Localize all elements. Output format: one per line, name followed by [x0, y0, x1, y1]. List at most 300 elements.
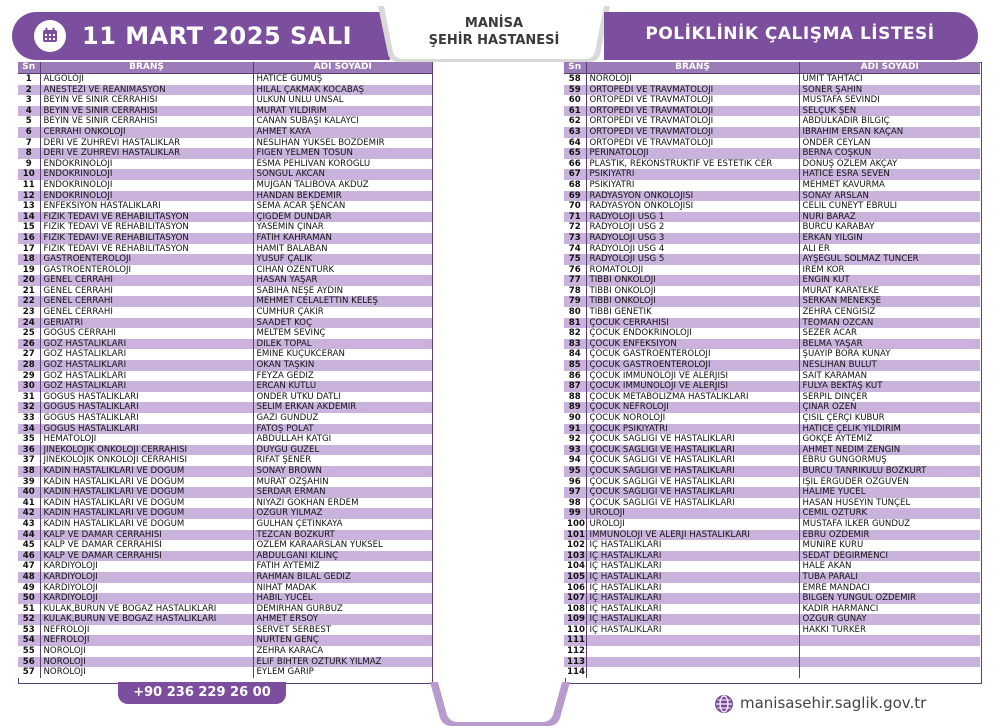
row-number: 18 — [18, 254, 40, 265]
table-row — [18, 593, 432, 604]
doctor-name-cell: EMİNE KÜÇÜKCERAN — [253, 349, 432, 360]
doctor-name-cell: FATİH AYTEMİZ — [253, 561, 432, 572]
table-row — [18, 646, 432, 657]
doctor-name-cell — [799, 667, 980, 678]
doctor-name-cell: HASAN HÜSEYİN TUNÇEL — [799, 498, 980, 509]
table-row — [18, 572, 432, 583]
doctor-name-cell: ESMA PEHLİVAN KÖROĞLU — [253, 159, 432, 170]
branch-cell: GÖZ HASTALIKLARI — [40, 381, 253, 392]
table-row — [564, 349, 980, 360]
row-number: 101 — [564, 530, 586, 541]
row-number: 87 — [564, 381, 586, 392]
doctor-name-cell: ÖZLEM KARAARSLAN YÜKSEL — [253, 540, 432, 551]
branch-cell: İMMÜNOLOJİ VE ALERJİ HASTALIKLARI — [586, 530, 799, 541]
branch-cell: ALGOLOJİ — [40, 74, 253, 85]
branch-cell: ÇOCUK METABOLİZMA HASTALIKLARI — [586, 392, 799, 403]
branch-cell: ENDOKRİNOLOJİ — [40, 191, 253, 202]
table-row — [18, 477, 432, 488]
row-number: 28 — [18, 360, 40, 371]
table-row — [564, 371, 980, 382]
row-number: 97 — [564, 487, 586, 498]
branch-cell: ORTOPEDİ VE TRAVMATOLOJİ — [586, 116, 799, 127]
row-number: 79 — [564, 296, 586, 307]
row-number: 61 — [564, 106, 586, 117]
row-number: 27 — [18, 349, 40, 360]
table-row — [564, 572, 980, 583]
table-row — [18, 169, 432, 180]
row-number: 81 — [564, 318, 586, 329]
row-number: 73 — [564, 233, 586, 244]
table-row — [564, 413, 980, 424]
branch-cell: ENFEKSİYON HASTALIKLARI — [40, 201, 253, 212]
branch-cell: ÇOCUK GASTROENTEROLOJİ — [586, 349, 799, 360]
column-header-sn: Sn — [564, 62, 586, 74]
branch-cell: ÜROLOJİ — [586, 508, 799, 519]
branch-cell: NÖROLOJİ — [586, 74, 799, 85]
row-number: 9 — [18, 159, 40, 170]
branch-cell: DERİ VE ZÜHREVİ HASTALIKLAR — [40, 138, 253, 149]
branch-cell — [586, 635, 799, 646]
branch-cell: GÖĞÜS HASTALIKLARI — [40, 424, 253, 435]
row-number: 59 — [564, 85, 586, 96]
doctor-name-cell: BİLGEN YÜNGÜL ÖZDEMİR — [799, 593, 980, 604]
branch-cell: TIBBİ ONKOLOJİ — [586, 286, 799, 297]
doctor-name-cell: ALİ ER — [799, 244, 980, 255]
table-row — [564, 508, 980, 519]
table-row — [564, 519, 980, 530]
row-number: 113 — [564, 657, 586, 668]
doctor-name-cell — [799, 646, 980, 657]
table-row — [18, 180, 432, 191]
row-number: 85 — [564, 360, 586, 371]
branch-cell: KADIN HASTALIKLARI VE DOĞUM — [40, 466, 253, 477]
row-number: 54 — [18, 635, 40, 646]
doctor-name-cell: NESLİHAN BULUT — [799, 360, 980, 371]
table-row — [564, 540, 980, 551]
doctor-name-cell: OKAN TAŞKIN — [253, 360, 432, 371]
row-number: 14 — [18, 212, 40, 223]
table-row — [564, 222, 980, 233]
column-header-brans: BRANŞ — [40, 62, 253, 74]
branch-cell: NEFROLOJİ — [40, 625, 253, 636]
doctor-name-cell: ELİF BİHTER ÖZTÜRK YILMAZ — [253, 657, 432, 668]
branch-cell: TIBBİ ONKOLOJİ — [586, 275, 799, 286]
doctor-name-cell: FATOŞ POLAT — [253, 424, 432, 435]
table-row — [18, 148, 432, 159]
table-row — [564, 244, 980, 255]
table-row — [18, 667, 432, 678]
row-number: 110 — [564, 625, 586, 636]
table-row — [18, 635, 432, 646]
row-number: 100 — [564, 519, 586, 530]
table-row — [18, 625, 432, 636]
row-number: 102 — [564, 540, 586, 551]
doctor-name-cell: ŞUAYİP BORA KUNAY — [799, 349, 980, 360]
website-link[interactable]: manisasehir.saglik.gov.tr — [740, 694, 927, 712]
table-row — [18, 455, 432, 466]
doctor-name-cell: SONGÜL AKCAN — [253, 169, 432, 180]
branch-cell: ÇOCUK SAĞLIĞI VE HASTALIKLARI — [586, 477, 799, 488]
row-number: 111 — [564, 635, 586, 646]
table-row — [564, 180, 980, 191]
doctor-name-cell: MÜJGAN TALIBOVA AKDÜZ — [253, 180, 432, 191]
doctor-name-cell: HATİCE ESRA SEVEN — [799, 169, 980, 180]
branch-cell: GÖĞÜS HASTALIKLARI — [40, 413, 253, 424]
row-number: 43 — [18, 519, 40, 530]
table-row — [564, 402, 980, 413]
row-number: 4 — [18, 106, 40, 117]
branch-cell: GÖĞÜS HASTALIKLARI — [40, 392, 253, 403]
branch-cell: JİNEKOLOJİK ONKOLOJİ CERRAHİSİ — [40, 455, 253, 466]
doctor-name-cell: İBRAHİM ERSAN KAÇAN — [799, 127, 980, 138]
table-row — [18, 275, 432, 286]
row-number: 40 — [18, 487, 40, 498]
table-row — [564, 201, 980, 212]
doctor-name-cell: HATİCE ÇELİK YILDIRIM — [799, 424, 980, 435]
table-row — [564, 657, 980, 668]
row-number: 67 — [564, 169, 586, 180]
table-row — [564, 296, 980, 307]
table-row — [18, 318, 432, 329]
doctor-name-cell: ÜLKÜN ÜNLÜ ÜNSAL — [253, 95, 432, 106]
row-number: 63 — [564, 127, 586, 138]
table-row — [18, 212, 432, 223]
branch-cell: BEYİN VE SİNİR CERRAHİSİ — [40, 106, 253, 117]
row-number: 62 — [564, 116, 586, 127]
row-number: 10 — [18, 169, 40, 180]
table-header-row — [564, 62, 980, 74]
branch-cell: NÖROLOJİ — [40, 646, 253, 657]
branch-cell: ENDOKRİNOLOJİ — [40, 159, 253, 170]
branch-cell: ÇOCUK SAĞLIĞI VE HASTALIKLARI — [586, 445, 799, 456]
doctor-name-cell: SERPİL DİNÇER — [799, 392, 980, 403]
row-number: 42 — [18, 508, 40, 519]
table-row — [564, 254, 980, 265]
doctor-name-cell: SAİT KARAMAN — [799, 371, 980, 382]
branch-cell: GASTROENTEROLOJİ — [40, 265, 253, 276]
doctor-name-cell: MUSTAFA SEVİNDİ — [799, 95, 980, 106]
row-number: 36 — [18, 445, 40, 456]
branch-cell: HEMATOLOJİ — [40, 434, 253, 445]
branch-cell: KULAK,BURUN VE BOĞAZ HASTALIKLARI — [40, 614, 253, 625]
doctor-name-cell: MEHMET CELALETTİN KELEŞ — [253, 296, 432, 307]
table-row — [18, 127, 432, 138]
row-number: 109 — [564, 614, 586, 625]
table-row — [18, 604, 432, 615]
doctor-name-cell: DEMİRHAN GÜRBÜZ — [253, 604, 432, 615]
row-number: 46 — [18, 551, 40, 562]
table-row — [564, 551, 980, 562]
row-number: 30 — [18, 381, 40, 392]
branch-cell: ÇOCUK SAĞLIĞI VE HASTALIKLARI — [586, 487, 799, 498]
doctor-name-cell: HALE AKAN — [799, 561, 980, 572]
table-row — [18, 138, 432, 149]
table-row — [564, 498, 980, 509]
left-list-body — [18, 74, 432, 678]
table-row — [564, 392, 980, 403]
table-row — [18, 95, 432, 106]
row-number: 107 — [564, 593, 586, 604]
doctor-name-cell: CUMHUR ÇAKIR — [253, 307, 432, 318]
branch-cell: PSİKİYATRİ — [586, 169, 799, 180]
doctor-name-cell: SAADET KOÇ — [253, 318, 432, 329]
branch-cell: TIBBİ ONKOLOJİ — [586, 296, 799, 307]
row-number: 6 — [18, 127, 40, 138]
branch-cell: GÖĞÜS HASTALIKLARI — [40, 402, 253, 413]
branch-cell: DERİ VE ZÜHREVİ HASTALIKLAR — [40, 148, 253, 159]
table-row — [564, 212, 980, 223]
doctor-name-cell: CEMİL ÖZTÜRK — [799, 508, 980, 519]
table-row — [18, 445, 432, 456]
doctor-name-cell: ÜMİT TAHTACI — [799, 74, 980, 85]
branch-cell: KARDİYOLOJİ — [40, 561, 253, 572]
branch-cell: İÇ HASTALIKLARI — [586, 593, 799, 604]
branch-cell: ORTOPEDİ VE TRAVMATOLOJİ — [586, 138, 799, 149]
row-number: 77 — [564, 275, 586, 286]
branch-cell: PSİKİYATRİ — [586, 180, 799, 191]
doctor-name-cell: SERKAN MENEKŞE — [799, 296, 980, 307]
table-row — [18, 159, 432, 170]
table-row — [18, 561, 432, 572]
doctor-name-cell: AHMET KAYA — [253, 127, 432, 138]
branch-cell: İÇ HASTALIKLARI — [586, 551, 799, 562]
table-row — [564, 339, 980, 350]
globe-icon — [714, 694, 734, 714]
doctor-name-cell: HALİME YÜCEL — [799, 487, 980, 498]
row-number: 33 — [18, 413, 40, 424]
row-number: 80 — [564, 307, 586, 318]
doctor-name-cell: MURAT KARATEKE — [799, 286, 980, 297]
branch-cell: ÇOCUK İMMUNOLOJİ VE ALERJİSİ — [586, 371, 799, 382]
row-number: 19 — [18, 265, 40, 276]
branch-cell: KARDİYOLOJİ — [40, 583, 253, 594]
branch-cell: ENDOKRİNOLOJİ — [40, 169, 253, 180]
branch-cell: ÇOCUK PSİKİYATRİ — [586, 424, 799, 435]
table-row — [564, 646, 980, 657]
branch-cell: ÇOCUK GASTROENTEROLOJİ — [586, 360, 799, 371]
branch-cell: ENDOKRİNOLOJİ — [40, 180, 253, 191]
doctor-name-cell: GÖKÇE AYTEMİZ — [799, 434, 980, 445]
row-number: 98 — [564, 498, 586, 509]
table-row — [564, 95, 980, 106]
row-number: 69 — [564, 191, 586, 202]
row-number: 16 — [18, 233, 40, 244]
doctor-name-cell: NURTEN GENÇ — [253, 635, 432, 646]
row-number: 53 — [18, 625, 40, 636]
table-row — [18, 540, 432, 551]
branch-cell: PLASTİK, REKONSTRÜKTİF VE ESTETİK CER — [586, 159, 799, 170]
page-title: POLİKLİNİK ÇALIŞMA LİSTESİ — [645, 24, 935, 44]
branch-cell: ÇOCUK SAĞLIĞI VE HASTALIKLARI — [586, 434, 799, 445]
row-number: 25 — [18, 328, 40, 339]
branch-cell: GÖĞÜS CERRAHİ — [40, 328, 253, 339]
doctor-name-cell: SABİHA NEŞE AYDIN — [253, 286, 432, 297]
table-row — [18, 508, 432, 519]
table-row — [18, 74, 432, 85]
doctor-name-cell: BURCU TANRIKULU BOZKURT — [799, 466, 980, 477]
table-row — [18, 487, 432, 498]
table-row — [564, 318, 980, 329]
center-divider — [432, 62, 566, 682]
row-number: 75 — [564, 254, 586, 265]
row-number: 78 — [564, 286, 586, 297]
table-row — [18, 371, 432, 382]
row-number: 99 — [564, 508, 586, 519]
branch-cell: İÇ HASTALIKLARI — [586, 572, 799, 583]
doctor-name-cell: SONAY BROWN — [253, 466, 432, 477]
branch-cell: KADIN HASTALIKLARI VE DOĞUM — [40, 498, 253, 509]
branch-cell: PERİNATOLOJİ — [586, 148, 799, 159]
doctor-name-cell: SERDAR ERMAN — [253, 487, 432, 498]
table-row — [564, 275, 980, 286]
table-row — [564, 455, 980, 466]
branch-cell: ORTOPEDİ VE TRAVMATOLOJİ — [586, 85, 799, 96]
branch-cell: CERRAHİ ONKOLOJİ — [40, 127, 253, 138]
row-number: 91 — [564, 424, 586, 435]
branch-cell: JİNEKOLOJİK ONKOLOJİ CERRAHİSİ — [40, 445, 253, 456]
row-number: 90 — [564, 413, 586, 424]
table-row — [564, 487, 980, 498]
table-row — [564, 445, 980, 456]
row-number: 95 — [564, 466, 586, 477]
table-row — [18, 434, 432, 445]
branch-cell: İÇ HASTALIKLARI — [586, 561, 799, 572]
doctor-name-cell: AHMET ERSOY — [253, 614, 432, 625]
row-number: 12 — [18, 191, 40, 202]
column-header-sn: Sn — [18, 62, 40, 74]
branch-cell: ORTOPEDİ VE TRAVMATOLOJİ — [586, 106, 799, 117]
branch-cell: GÖZ HASTALIKLARI — [40, 339, 253, 350]
branch-cell: TIBBİ GENETİK — [586, 307, 799, 318]
branch-cell: İÇ HASTALIKLARI — [586, 625, 799, 636]
table-row — [564, 106, 980, 117]
doctor-name-cell: BERNA COŞKUN — [799, 148, 980, 159]
row-number: 22 — [18, 296, 40, 307]
doctor-name-cell: MUSTAFA İLKER GÜNDÜZ — [799, 519, 980, 530]
row-number: 39 — [18, 477, 40, 488]
row-number: 44 — [18, 530, 40, 541]
row-number: 65 — [564, 148, 586, 159]
branch-cell: GENEL CERRAHİ — [40, 296, 253, 307]
row-number: 17 — [18, 244, 40, 255]
row-number: 60 — [564, 95, 586, 106]
table-row — [18, 296, 432, 307]
table-row — [18, 85, 432, 96]
branch-cell: GENEL CERRAHİ — [40, 286, 253, 297]
doctor-name-cell: İREM KOR — [799, 265, 980, 276]
row-number: 7 — [18, 138, 40, 149]
row-number: 114 — [564, 667, 586, 678]
table-row — [18, 583, 432, 594]
branch-cell: İÇ HASTALIKLARI — [586, 540, 799, 551]
branch-cell: ÇOCUK SAĞLIĞI VE HASTALIKLARI — [586, 455, 799, 466]
branch-cell: KARDİYOLOJİ — [40, 572, 253, 583]
doctor-name-cell: SEDAT DEĞİRMENCİ — [799, 551, 980, 562]
row-number: 71 — [564, 212, 586, 223]
doctor-name-cell: HABİL YÜCEL — [253, 593, 432, 604]
branch-cell: KULAK,BURUN VE BOĞAZ HASTALIKLARI — [40, 604, 253, 615]
row-number: 56 — [18, 657, 40, 668]
row-number: 31 — [18, 392, 40, 403]
branch-cell: ROMATOLOJİ — [586, 265, 799, 276]
row-number: 3 — [18, 95, 40, 106]
row-number: 70 — [564, 201, 586, 212]
doctor-name-cell: HASAN YAŞAR — [253, 275, 432, 286]
branch-cell: RADYOLOJİ USG 3 — [586, 233, 799, 244]
column-header-adi: ADI SOYADI — [799, 62, 980, 74]
row-number: 68 — [564, 180, 586, 191]
row-number: 105 — [564, 572, 586, 583]
doctor-name-cell: RIFAT ŞENER — [253, 455, 432, 466]
table-row — [18, 339, 432, 350]
row-number: 20 — [18, 275, 40, 286]
row-number: 86 — [564, 371, 586, 382]
doctor-name-cell: BELMA YAŞAR — [799, 339, 980, 350]
doctor-name-cell: MELTEM SEVİNÇ — [253, 328, 432, 339]
row-number: 45 — [18, 540, 40, 551]
doctor-name-cell: HİLAL ÇAKMAK KOCABAŞ — [253, 85, 432, 96]
doctor-name-cell: ÖNDER UTKU DATLI — [253, 392, 432, 403]
date-label: 11 MART 2025 SALI — [82, 22, 353, 50]
doctor-name-cell: MEHMET KAVURMA — [799, 180, 980, 191]
table-row — [564, 307, 980, 318]
table-row — [564, 561, 980, 572]
branch-cell: ORTOPEDİ VE TRAVMATOLOJİ — [586, 95, 799, 106]
branch-cell: FİZİK TEDAVİ VE REHABİLİTASYON — [40, 244, 253, 255]
branch-cell: KADIN HASTALIKLARI VE DOĞUM — [40, 487, 253, 498]
row-number: 76 — [564, 265, 586, 276]
table-row — [18, 360, 432, 371]
doctor-name-cell: FULYA BEKTAŞ KUT — [799, 381, 980, 392]
doctor-name-cell: TUBA PARALI — [799, 572, 980, 583]
branch-cell: FİZİK TEDAVİ VE REHABİLİTASYON — [40, 222, 253, 233]
doctor-name-cell: ABDULKADİR BİLGİÇ — [799, 116, 980, 127]
table-row — [18, 551, 432, 562]
table-row — [564, 381, 980, 392]
branch-cell: GÖZ HASTALIKLARI — [40, 360, 253, 371]
branch-cell: FİZİK TEDAVİ VE REHABİLİTASYON — [40, 212, 253, 223]
table-row — [564, 159, 980, 170]
table-row — [18, 286, 432, 297]
table-row — [564, 614, 980, 625]
doctor-name-cell: ÇİĞDEM DÜNDAR — [253, 212, 432, 223]
doctor-name-cell: NİHAT MADAK — [253, 583, 432, 594]
doctor-name-cell: EBRU ÖZDEMİR — [799, 530, 980, 541]
table-row — [18, 254, 432, 265]
doctor-name-cell: MÜNİRE KURU — [799, 540, 980, 551]
row-number: 37 — [18, 455, 40, 466]
doctor-name-cell: GAZİ GÜNDÜZ — [253, 413, 432, 424]
table-row — [18, 349, 432, 360]
table-row — [18, 530, 432, 541]
table-row — [564, 116, 980, 127]
branch-cell: NÖROLOJİ — [40, 657, 253, 668]
table-row — [564, 477, 980, 488]
doctor-name-cell: KADİR HARMANCI — [799, 604, 980, 615]
row-number: 26 — [18, 339, 40, 350]
row-number: 88 — [564, 392, 586, 403]
hospital-name-line1: MANİSA — [464, 16, 524, 31]
branch-cell: ÇOCUK SAĞLIĞI VE HASTALIKLARI — [586, 466, 799, 477]
row-number: 47 — [18, 561, 40, 572]
doctor-name-cell: ÖZGÜR YILMAZ — [253, 508, 432, 519]
row-number: 13 — [18, 201, 40, 212]
table-row — [564, 233, 980, 244]
branch-cell: ÇOCUK NEFROLOJİ — [586, 402, 799, 413]
table-row — [564, 85, 980, 96]
doctor-name-cell: CELİL CÜNEYT EBRULİ — [799, 201, 980, 212]
doctor-name-cell: NESLİHAN YÜKSEL BOZDEMİR — [253, 138, 432, 149]
